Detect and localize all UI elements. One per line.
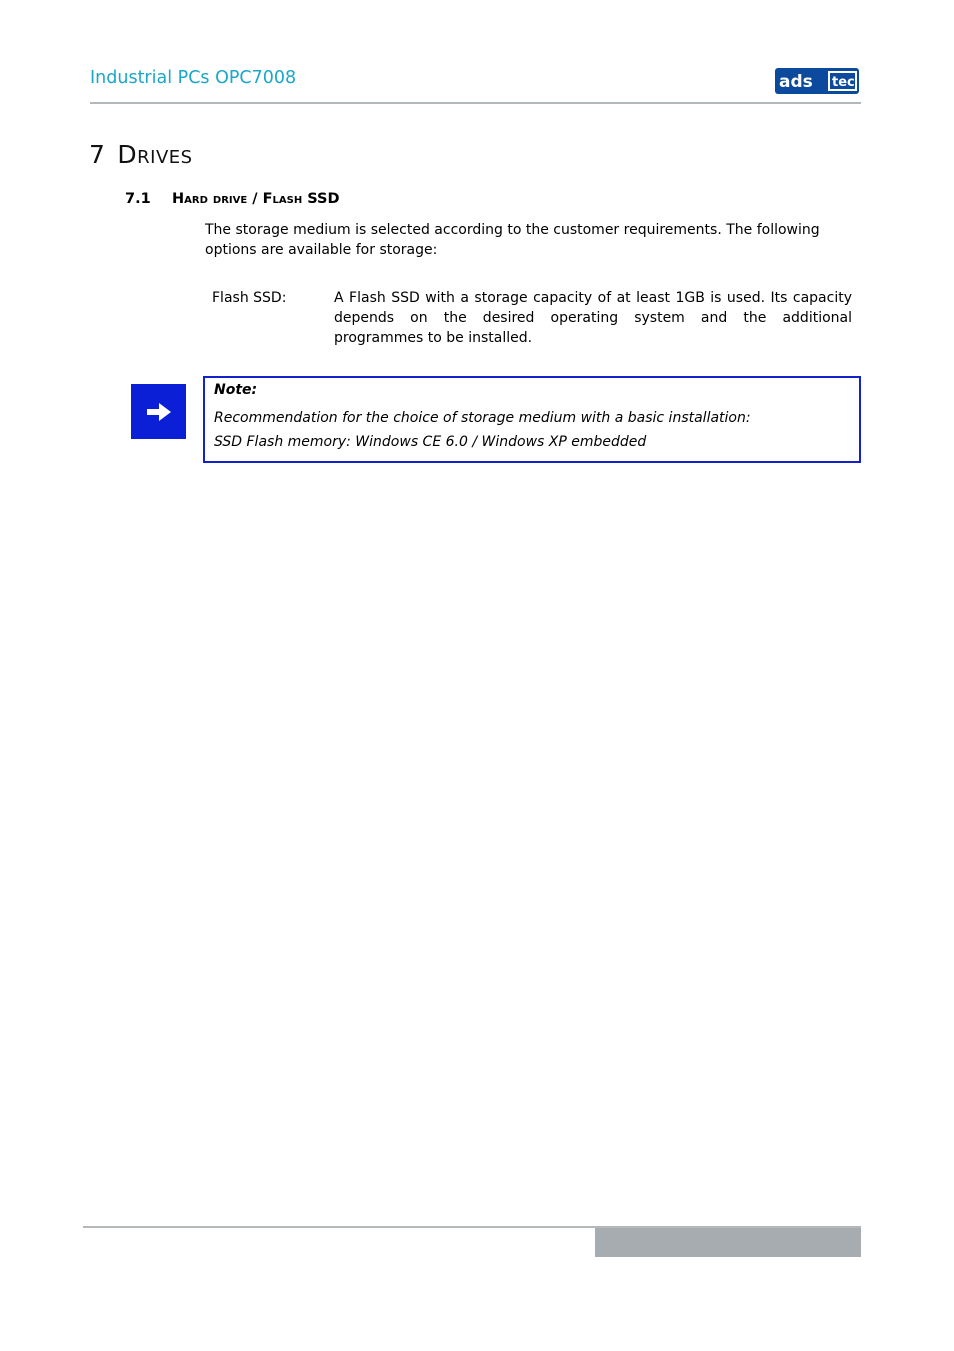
chapter-title: Drives [117,140,193,169]
section-title-separator: / [247,191,263,207]
adstec-logo [775,68,859,94]
chapter-number: 7 [89,140,106,169]
section-title-part3: SSD [302,191,340,207]
header-rule [90,102,861,104]
section-number: 7.1 [125,191,151,207]
note-text-line: Recommendation for the choice of storage medium with a basic installation: [214,410,751,426]
chapter-heading [89,140,193,169]
footer-bar [595,1228,861,1257]
section-title-part2: Flash [262,191,303,207]
document-header-title: Industrial PCs OPC7008 [90,68,297,88]
note-text-line: SSD Flash memory: Windows CE 6.0 / Windows XP embedded [214,434,647,450]
section-heading [125,191,340,207]
section-title-part1: Hard drive [172,191,248,207]
note-heading: Note: [214,382,258,398]
arrow-right-icon [131,384,186,439]
svg-text:ads: ads [779,72,813,92]
definition-description: A Flash SSD with a storage capacity of at least 1GB is used. Its capacity depends on the desired operating system and the additional programmes to be installed. [334,290,852,346]
intro-paragraph: The storage medium is selected according to the customer requirements. The following options are available for storage: [205,222,820,258]
definition-term: Flash SSD: [212,290,287,306]
svg-text:tec: tec [832,75,855,90]
